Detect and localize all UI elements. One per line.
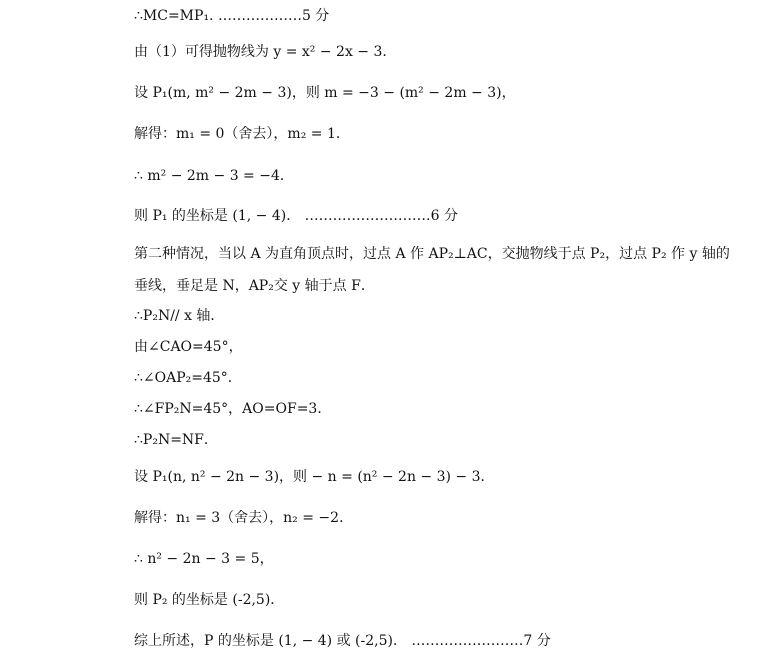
line-6: 则 P₁ 的坐标是 (1, − 4)． ………………………6 分 [134, 208, 459, 224]
line-15: ∴ n² − 2n − 3 = 5， [134, 551, 274, 567]
line-17: 综上所述，P 的坐标是 (1, − 4) 或 (-2,5)． ……………………7 分 [134, 633, 551, 649]
line-4: 解得：m₁ = 0（舍去），m₂ = 1． [134, 126, 350, 142]
line-9: 由∠CAO=45°， [134, 339, 243, 355]
line-14: 解得：n₁ = 3（舍去），n₂ = −2． [134, 510, 354, 526]
line-8: ∴P₂N// x 轴． [134, 308, 225, 324]
line-16: 则 P₂ 的坐标是 (-2,5)． [134, 592, 285, 608]
line-11: ∴∠FP₂N=45°，AO=OF=3． [134, 401, 332, 417]
line-1: ∴MC=MP₁. ………………5 分 [134, 8, 330, 24]
line-5: ∴ m² − 2m − 3 = −4． [134, 168, 294, 184]
line-3: 设 P₁(m, m² − 2m − 3)，则 m = −3 − (m² − 2m − 3)， [134, 85, 516, 101]
line-7: 第二种情况，当以 A 为直角顶点时，过点 A 作 AP₂⊥AC，交抛物线于点 P₂，过点 P₂ 作 y 轴的垂线，垂足是 N，AP₂交 y 轴于点 F． [134, 246, 730, 294]
line-2: 由（1）可得抛物线为 y = x² − 2x − 3． [134, 44, 397, 60]
line-10: ∴∠OAP₂=45°． [134, 370, 242, 386]
line-13: 设 P₁(n, n² − 2n − 3)，则 − n = (n² − 2n − 3) − 3． [134, 469, 495, 485]
line-12: ∴P₂N=NF． [134, 432, 218, 448]
